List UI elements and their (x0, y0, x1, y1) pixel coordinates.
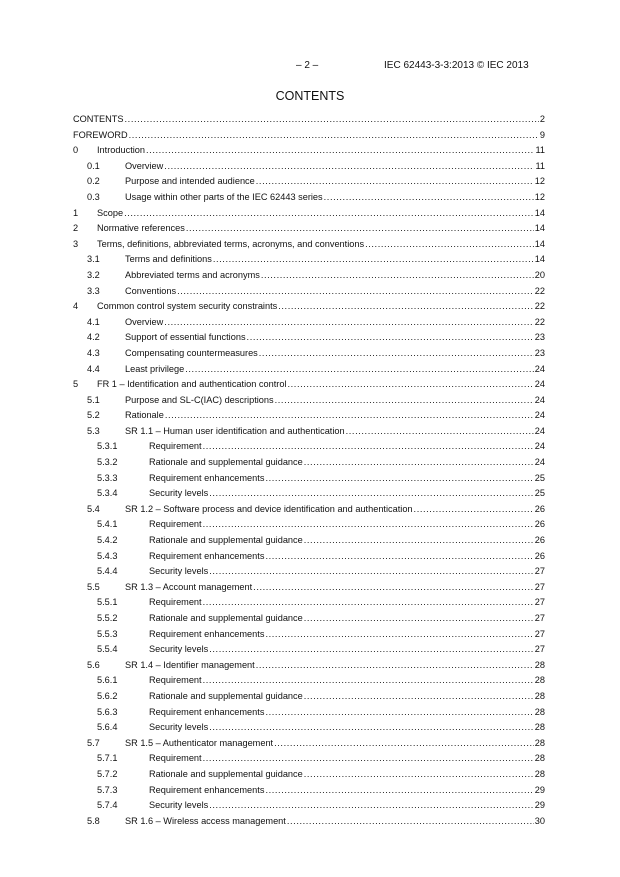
page-number: – 2 – (296, 60, 319, 71)
toc-entry-title: Rationale and supplemental guidance (149, 690, 303, 701)
toc-entry[interactable] (73, 800, 545, 816)
toc-entry-number: 5.4.3 (97, 550, 118, 561)
toc-entry-page: 24 (534, 363, 545, 374)
toc-entry-page: 28 (534, 706, 545, 717)
toc-entry-page: 2 (539, 114, 545, 124)
toc-entry[interactable] (73, 332, 545, 348)
toc-entry-title: Security levels (149, 488, 209, 499)
toc-entry-page: 14 (534, 207, 545, 218)
dot-leader (177, 286, 534, 296)
dot-leader (414, 504, 534, 514)
dot-leader (287, 379, 533, 389)
toc-entry-title: CONTENTS (73, 114, 124, 124)
dot-leader (209, 722, 534, 732)
toc-entry-number: 5.4 (87, 503, 100, 514)
toc-entry[interactable] (73, 629, 545, 645)
toc-entry-page: 25 (534, 488, 545, 499)
toc-entry-title: SR 1.1 – Human user identification and authentication (125, 425, 345, 436)
toc-entry[interactable] (73, 613, 545, 629)
toc-entry-title: Purpose and intended audience (125, 176, 255, 187)
toc-entry-page: 29 (534, 784, 545, 795)
toc-entry[interactable] (73, 488, 545, 504)
toc-entry-number: 5.5.3 (97, 628, 118, 639)
dot-leader (125, 114, 539, 124)
toc-entry[interactable] (73, 644, 545, 660)
toc-entry-number: 4 (73, 301, 79, 312)
toc-entry[interactable] (73, 785, 545, 801)
toc-entry-page: 24 (534, 425, 545, 436)
dot-leader (365, 239, 534, 249)
toc-entry-number: 0.2 (87, 176, 100, 187)
toc-entry-number: 5.7.1 (97, 753, 118, 764)
toc-entry-page: 27 (534, 581, 545, 592)
toc-entry-number: 5.8 (87, 815, 100, 826)
toc-entry[interactable] (73, 473, 545, 489)
toc-entry-title: Requirement (149, 597, 202, 608)
toc-entry[interactable] (73, 223, 545, 239)
dot-leader (324, 192, 534, 202)
toc-entry-title: FR 1 – Identification and authentication control (97, 379, 287, 390)
toc-entry-title: Conventions (125, 285, 177, 296)
toc-entry-page: 29 (534, 800, 545, 811)
toc-entry-number: 1 (73, 207, 79, 218)
toc-entry-number: 5.5.4 (97, 644, 118, 655)
dot-leader (265, 551, 533, 561)
toc-entry-page: 14 (534, 254, 545, 265)
dot-leader (209, 488, 534, 498)
toc-entry-number: 5.3.1 (97, 441, 118, 452)
toc-entry[interactable] (73, 753, 545, 769)
toc-entry-title: Normative references (97, 223, 185, 234)
dot-leader (209, 566, 534, 576)
toc-entry-number: 5.5 (87, 581, 100, 592)
toc-entry-title: Security levels (149, 566, 209, 577)
dot-leader (209, 644, 534, 654)
toc-entry-title: Support of essential functions (125, 332, 246, 343)
toc-entry-page: 22 (534, 285, 545, 296)
toc-entry-number: 5.2 (87, 410, 100, 421)
dot-leader (265, 473, 533, 483)
dot-leader (203, 597, 534, 607)
toc-entry-number: 5.7.3 (97, 784, 118, 795)
toc-entry[interactable] (73, 426, 545, 442)
toc-entry-number: 5.3 (87, 425, 100, 436)
toc-entry-title: SR 1.2 – Software process and device identification and authentication (125, 503, 413, 514)
toc-entry-number: 0.3 (87, 191, 100, 202)
dot-leader (247, 332, 534, 342)
toc-entry-title: Rationale and supplemental guidance (149, 457, 303, 468)
dot-leader (278, 301, 534, 311)
toc-entry-number: 5.4.2 (97, 535, 118, 546)
toc-entry-title: Overview (125, 316, 164, 327)
toc-entry-page: 28 (534, 722, 545, 733)
toc-entry-number: 2 (73, 223, 79, 234)
toc-entry-title: Requirement enhancements (149, 628, 265, 639)
toc-entry-number: 0 (73, 145, 79, 156)
toc-entry-page: 11 (535, 145, 545, 156)
toc-entry-title: Requirement enhancements (149, 706, 265, 717)
dot-leader (261, 270, 534, 280)
toc-entry[interactable] (73, 441, 545, 457)
toc-entry[interactable] (73, 707, 545, 723)
toc-entry-page: 24 (534, 410, 545, 421)
toc-entry-title: Usage within other parts of the IEC 62443 series (125, 191, 323, 202)
toc-entry-page: 20 (534, 269, 545, 280)
toc-entry-title: Abbreviated terms and acronyms (125, 269, 260, 280)
toc-entry[interactable] (73, 145, 545, 161)
toc-entry[interactable] (73, 192, 545, 208)
toc-entry-number: 5.4.4 (97, 566, 118, 577)
toc-entry-page: 9 (539, 129, 545, 140)
toc-entry-page: 28 (534, 768, 545, 779)
toc-entry-title: SR 1.4 – Identifier management (125, 659, 255, 670)
dot-leader (146, 145, 534, 155)
toc-entry-title: Requirement enhancements (149, 472, 265, 483)
toc-entry-title: Scope (97, 207, 124, 218)
toc-entry-page: 26 (534, 550, 545, 561)
toc-entry-page: 28 (534, 737, 545, 748)
toc-entry[interactable] (73, 114, 545, 130)
toc-entry[interactable] (73, 504, 545, 520)
toc-entry[interactable] (73, 457, 545, 473)
toc-entry-page: 24 (534, 379, 545, 390)
toc-entry-page: 26 (534, 503, 545, 514)
toc-entry[interactable] (73, 301, 545, 317)
table-of-contents (73, 114, 545, 831)
toc-entry-number: 4.4 (87, 363, 100, 374)
dot-leader (256, 660, 534, 670)
toc-entry-page: 22 (534, 316, 545, 327)
toc-entry[interactable] (73, 535, 545, 551)
toc-entry-number: 5.4.1 (97, 519, 118, 530)
toc-entry-title: Overview (125, 160, 164, 171)
toc-entry-page: 14 (534, 223, 545, 234)
toc-entry-number: 5.7.4 (97, 800, 118, 811)
toc-entry-number: 5.7.2 (97, 768, 118, 779)
toc-entry[interactable] (73, 348, 545, 364)
dot-leader (165, 410, 534, 420)
toc-entry-page: 22 (534, 301, 545, 312)
toc-entry-title: Rationale (125, 410, 164, 421)
toc-entry[interactable] (73, 566, 545, 582)
toc-entry[interactable] (73, 816, 545, 832)
dot-leader (203, 441, 534, 451)
dot-leader (209, 800, 534, 810)
toc-entry[interactable] (73, 691, 545, 707)
toc-entry-number: 5.6.1 (97, 675, 118, 686)
toc-entry[interactable] (73, 130, 545, 146)
dot-leader (265, 629, 533, 639)
toc-entry-title: Purpose and SL-C(IAC) descriptions (125, 394, 274, 405)
toc-entry[interactable] (73, 286, 545, 302)
toc-entry-page: 12 (534, 176, 545, 187)
toc-entry-number: 4.2 (87, 332, 100, 343)
toc-entry-number: 5.3.2 (97, 457, 118, 468)
toc-entry-title: Requirement (149, 441, 202, 452)
dot-leader (304, 613, 534, 623)
toc-entry-number: 5.1 (87, 394, 100, 405)
dot-leader (164, 317, 533, 327)
toc-entry-number: 5.6.4 (97, 722, 118, 733)
toc-entry[interactable] (73, 317, 545, 333)
toc-entry-title: Rationale and supplemental guidance (149, 768, 303, 779)
toc-entry[interactable] (73, 722, 545, 738)
toc-entry-title: Common control system security constraints (97, 301, 278, 312)
toc-entry-number: 5.5.2 (97, 613, 118, 623)
dot-leader (274, 738, 534, 748)
toc-entry-page: 28 (534, 659, 545, 670)
toc-entry-number: 5.6.3 (97, 706, 118, 717)
dot-leader (287, 816, 534, 826)
toc-entry-page: 24 (534, 457, 545, 468)
toc-entry[interactable] (73, 660, 545, 676)
toc-entry-title: SR 1.5 – Authenticator management (125, 737, 274, 748)
toc-entry[interactable] (73, 208, 545, 224)
dot-leader (304, 691, 534, 701)
dot-leader (346, 426, 534, 436)
toc-entry[interactable] (73, 597, 545, 613)
page-title: CONTENTS (275, 89, 345, 103)
toc-entry-page: 28 (534, 753, 545, 764)
toc-entry-page: 23 (534, 332, 545, 343)
dot-leader (256, 176, 534, 186)
toc-entry-page: 27 (534, 597, 545, 608)
toc-entry[interactable] (73, 379, 545, 395)
dot-leader (203, 519, 534, 529)
dot-leader (164, 161, 534, 171)
toc-entry-title: FOREWORD (73, 129, 128, 140)
toc-entry-page: 25 (534, 472, 545, 483)
dot-leader (304, 769, 534, 779)
toc-entry[interactable] (73, 582, 545, 598)
toc-entry-number: 4.3 (87, 347, 100, 358)
toc-entry-number: 5.3.4 (97, 488, 118, 499)
toc-entry-number: 3.1 (87, 254, 100, 265)
toc-entry-title: Compensating countermeasures (125, 347, 258, 358)
toc-entry[interactable] (73, 364, 545, 380)
toc-entry[interactable] (73, 239, 545, 255)
toc-entry-page: 28 (534, 690, 545, 701)
dot-leader (185, 364, 534, 374)
toc-entry-page: 28 (534, 675, 545, 686)
toc-entry-title: Rationale and supplemental guidance (149, 613, 303, 623)
dot-leader (265, 785, 533, 795)
toc-entry-page: 23 (534, 347, 545, 358)
toc-entry-title: Terms, definitions, abbreviated terms, acronyms, and conventions (97, 238, 365, 249)
toc-entry-title: Terms and definitions (125, 254, 212, 265)
dot-leader (129, 130, 539, 140)
toc-entry-number: 5.3.3 (97, 472, 118, 483)
toc-entry-title: Security levels (149, 800, 209, 811)
toc-entry-number: 0.1 (87, 160, 100, 171)
toc-entry-number: 3.2 (87, 269, 100, 280)
dot-leader (186, 223, 534, 233)
dot-leader (304, 535, 534, 545)
standard-reference: IEC 62443-3-3:2013 © IEC 2013 (384, 60, 529, 71)
toc-entry-number: 3 (73, 238, 79, 249)
toc-entry-number: 5 (73, 379, 79, 390)
toc-entry-page: 30 (534, 815, 545, 826)
dot-leader (265, 707, 533, 717)
toc-entry-title: Requirement (149, 753, 202, 764)
dot-leader (213, 254, 534, 264)
toc-entry-title: Requirement (149, 519, 202, 530)
toc-entry-title: SR 1.3 – Account management (125, 581, 253, 592)
toc-entry[interactable] (73, 254, 545, 270)
toc-entry-title: Requirement (149, 675, 202, 686)
toc-entry[interactable] (73, 769, 545, 785)
toc-entry-number: 5.6 (87, 659, 100, 670)
toc-entry-title: Least privilege (125, 363, 185, 374)
dot-leader (203, 675, 534, 685)
toc-entry[interactable] (73, 176, 545, 192)
toc-entry[interactable] (73, 675, 545, 691)
toc-entry-number: 5.5.1 (97, 597, 118, 608)
toc-entry[interactable] (73, 551, 545, 567)
toc-entry-title: Introduction (97, 145, 146, 156)
toc-entry-page: 14 (534, 238, 545, 249)
toc-entry-page: 11 (535, 160, 545, 171)
toc-entry-page: 27 (534, 566, 545, 577)
toc-entry[interactable] (73, 519, 545, 535)
toc-entry-number: 5.6.2 (97, 690, 118, 701)
toc-entry-title: Security levels (149, 722, 209, 733)
toc-entry[interactable] (73, 738, 545, 754)
toc-entry-number: 5.7 (87, 737, 100, 748)
toc-entry[interactable] (73, 270, 545, 286)
toc-entry-title: Security levels (149, 644, 209, 655)
toc-entry[interactable] (73, 395, 545, 411)
toc-entry[interactable] (73, 410, 545, 426)
dot-leader (275, 395, 534, 405)
toc-entry-title: Requirement enhancements (149, 784, 265, 795)
dot-leader (253, 582, 534, 592)
toc-entry-page: 24 (534, 394, 545, 405)
toc-entry-page: 12 (534, 191, 545, 202)
toc-entry[interactable] (73, 161, 545, 177)
toc-entry-title: Rationale and supplemental guidance (149, 535, 303, 546)
toc-entry-page: 27 (534, 613, 545, 623)
toc-entry-page: 24 (534, 441, 545, 452)
dot-leader (203, 753, 534, 763)
dot-leader (259, 348, 534, 358)
toc-entry-number: 4.1 (87, 316, 100, 327)
dot-leader (124, 208, 534, 218)
toc-entry-number: 3.3 (87, 285, 100, 296)
toc-entry-page: 27 (534, 644, 545, 655)
dot-leader (304, 457, 534, 467)
toc-entry-title: Requirement enhancements (149, 550, 265, 561)
toc-entry-page: 27 (534, 628, 545, 639)
toc-entry-title: SR 1.6 – Wireless access management (125, 815, 286, 826)
toc-entry-page: 26 (534, 519, 545, 530)
toc-entry-page: 26 (534, 535, 545, 546)
